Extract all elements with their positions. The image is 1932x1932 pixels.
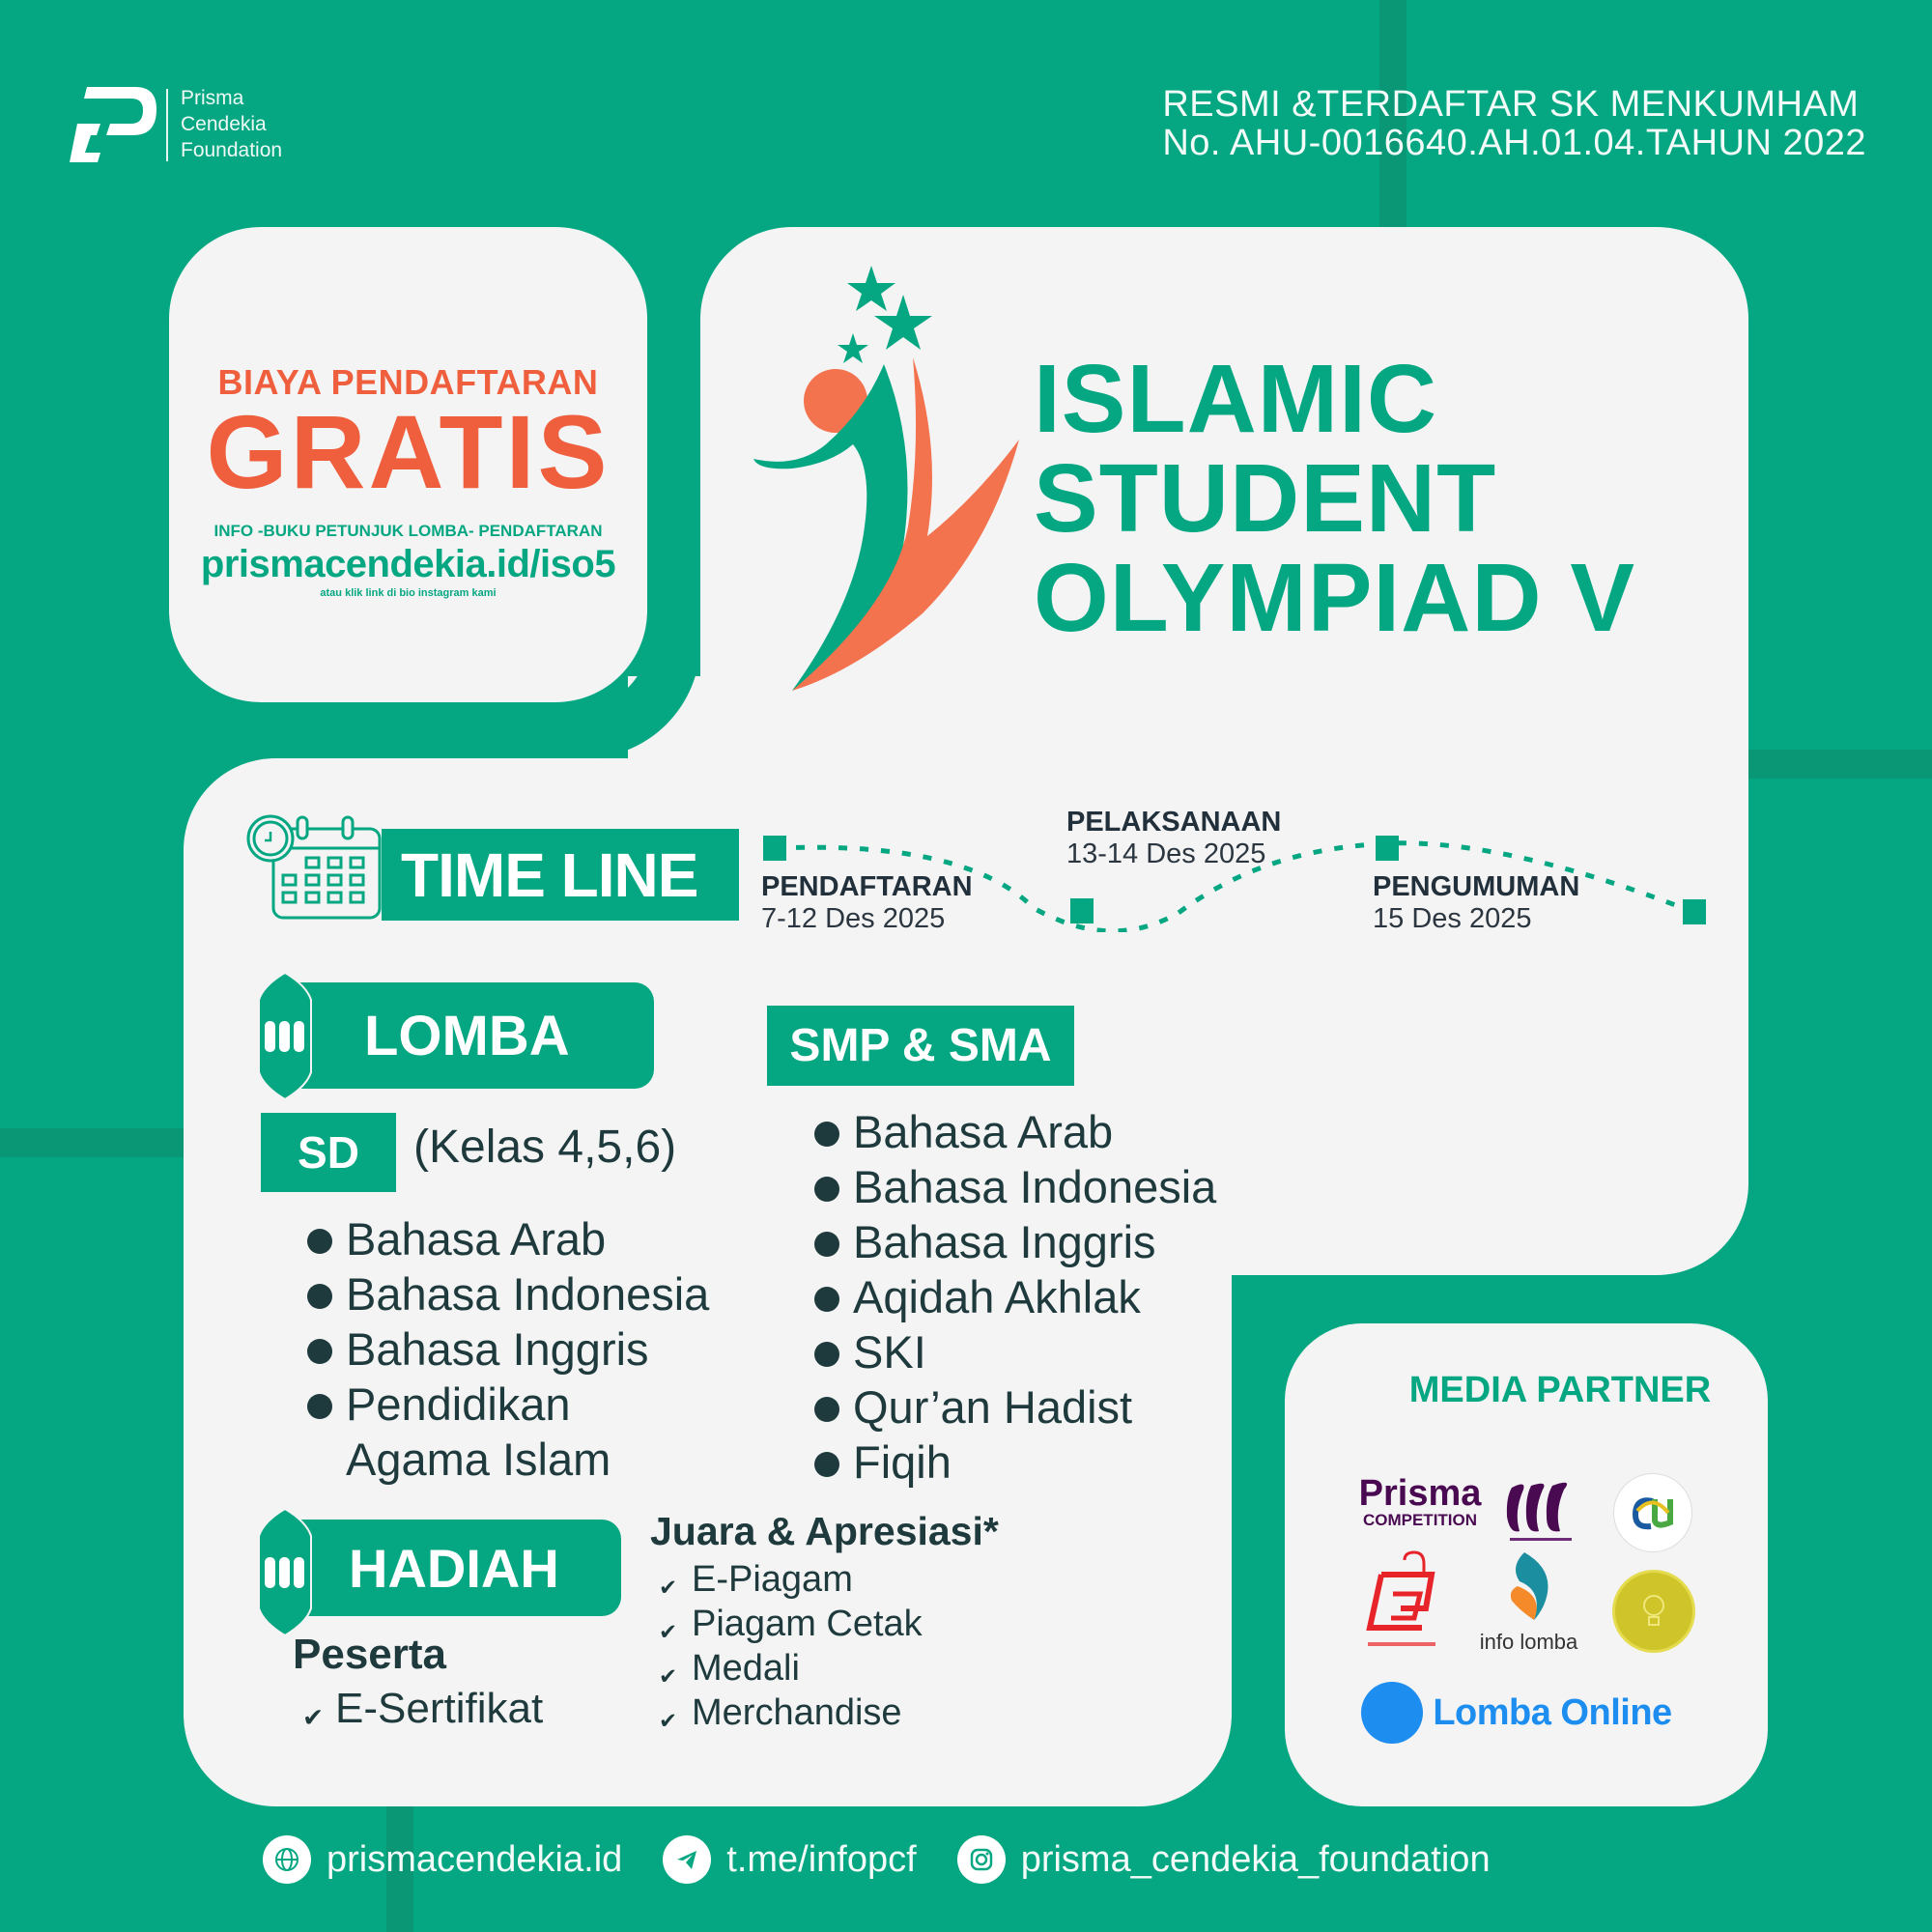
prisma-competition-logo: Prisma COMPETITION [1358, 1473, 1482, 1529]
timeline-stage-announcement: PENGUMUMAN 15 Des 2025 [1373, 871, 1580, 934]
list-item: Fiqih [814, 1435, 1317, 1490]
registration-link[interactable]: prismacendekia.id/iso5 [200, 543, 616, 585]
legal-registration: RESMI &TERDAFTAR SK MENKUMHAM No. AHU-0016640.AH.01.04.TAHUN 2022 [1162, 84, 1866, 163]
lomba-online-icon [1361, 1682, 1423, 1744]
timeline-stage-registration: PENDAFTARAN 7-12 Des 2025 [761, 871, 973, 934]
list-item: Bahasa Indonesia [307, 1266, 790, 1321]
olympiad-figure-logo-icon [749, 256, 1024, 691]
sd-tag: SD [261, 1113, 396, 1192]
fee-info: INFO -BUKU PETUNJUK LOMBA- PENDAFTARAN [213, 522, 603, 540]
lomba-heading: LOMBA [295, 982, 654, 1089]
hadiah-heading: HADIAH [295, 1520, 621, 1616]
logo-divider [166, 89, 168, 161]
list-item: SKI [814, 1324, 1317, 1379]
prisma-online-store-logo [1364, 1550, 1441, 1652]
list-item: Bahasa Inggris [307, 1321, 790, 1377]
instagram-icon [957, 1835, 1006, 1884]
fee-value: GRATIS [206, 393, 611, 510]
list-item: ✔ Medali [659, 1646, 923, 1690]
telegram-icon [663, 1835, 711, 1884]
info-lomba-logo: info lomba [1473, 1550, 1584, 1657]
telegram-link[interactable]: t.me/infopcf [663, 1835, 916, 1884]
list-item: ✔ Piagam Cetak [659, 1602, 923, 1646]
lantern-icon [254, 1507, 316, 1637]
media-partner-title: MEDIA PARTNER [1408, 1370, 1712, 1410]
list-item: ✔ Merchandise [659, 1690, 923, 1735]
yellow-bulb-badge-logo [1612, 1570, 1695, 1653]
list-item: Aqidah Akhlak [814, 1269, 1317, 1324]
bg-stripe [1748, 750, 1932, 779]
calendar-clock-icon [246, 814, 382, 921]
list-item: Bahasa Arab [307, 1211, 790, 1266]
list-item: Bahasa Indonesia [814, 1159, 1317, 1214]
smp-sma-tag: SMP & SMA [767, 1006, 1074, 1086]
list-item: ✔ E-Piagam [659, 1557, 923, 1602]
lantern-icon [254, 971, 316, 1101]
prisma-cendekia-logo-icon [68, 85, 159, 164]
globe-icon [263, 1835, 311, 1884]
lomba-online-logo: Lomba Online [1352, 1681, 1681, 1745]
peserta-title: Peserta [293, 1631, 447, 1678]
list-item: Bahasa Inggris [814, 1214, 1317, 1269]
footer-contacts [263, 1835, 1531, 1884]
juara-prize-list [659, 1557, 923, 1735]
list-item: Pendidikan Agama Islam [307, 1377, 626, 1487]
list-item: ✔ E-Sertifikat [302, 1684, 543, 1734]
timeline-heading: TIME LINE [382, 829, 739, 921]
smp-sma-subject-list [814, 1104, 1317, 1490]
sd-subject-list [307, 1211, 790, 1487]
list-item: Bahasa Arab [814, 1104, 1317, 1159]
event-title: ISLAMIC STUDENT OLYMPIAD V [1034, 345, 1636, 652]
website-link[interactable]: prismacendekia.id [263, 1835, 622, 1884]
cu-circle-logo [1613, 1473, 1692, 1552]
juara-title: Juara & Apresiasi* [650, 1509, 999, 1553]
list-item: Qur’an Hadist [814, 1379, 1317, 1435]
instagram-link[interactable]: prisma_cendekia_foundation [957, 1835, 1491, 1884]
sd-grade-range: (Kelas 4,5,6) [413, 1122, 677, 1173]
media-event-kompetisi-logo [1502, 1478, 1579, 1546]
peserta-prize-list [302, 1684, 543, 1734]
org-name: Prisma Cendekia Foundation [181, 87, 283, 161]
fee-note: atau klik link di bio instagram kami [320, 587, 497, 599]
timeline-stage-execution: PELAKSANAAN 13-14 Des 2025 [1066, 807, 1282, 869]
bg-stripe [0, 1128, 184, 1157]
fee-label: BIAYA PENDAFTARAN [217, 362, 599, 402]
